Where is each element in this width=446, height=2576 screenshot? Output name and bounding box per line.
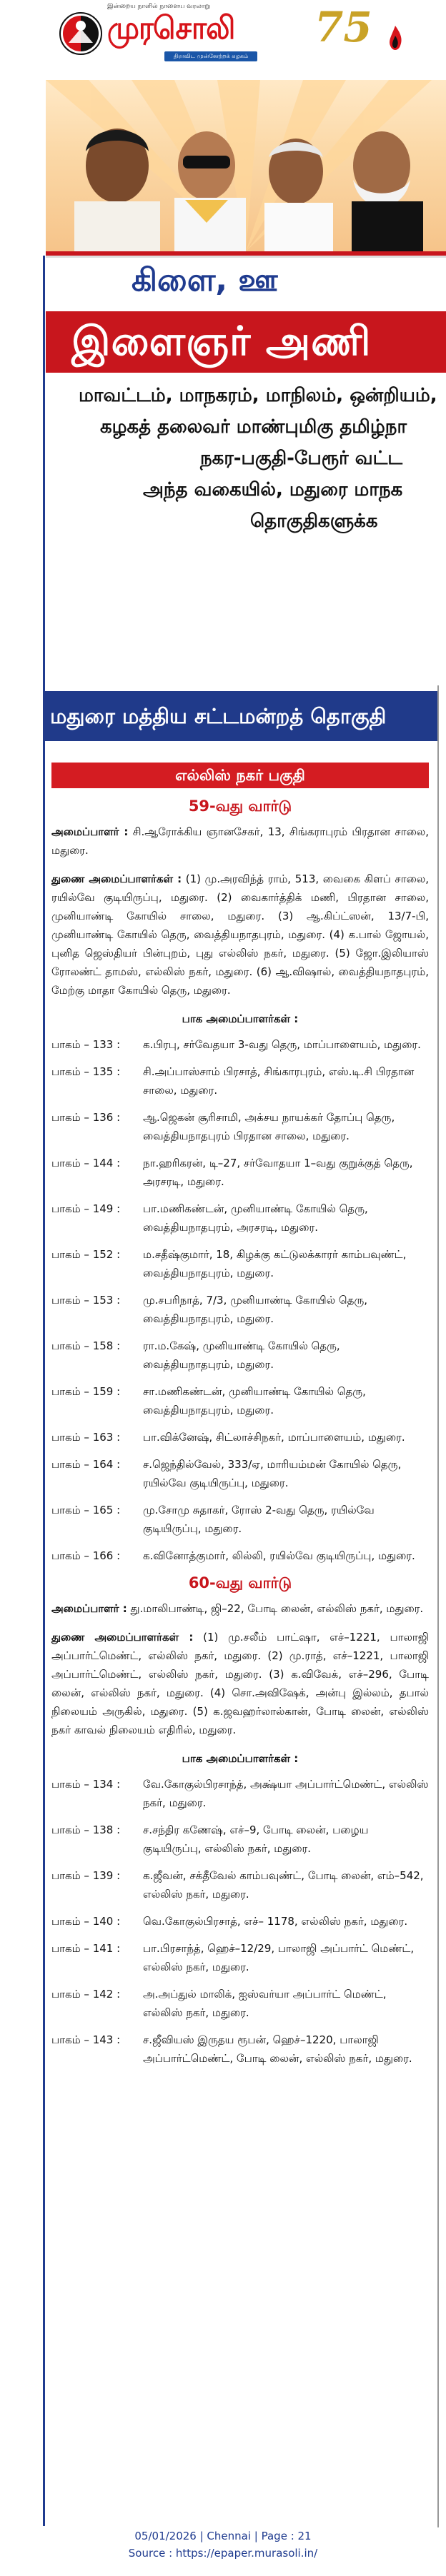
booth-row bbox=[51, 1428, 429, 1447]
ward-59-booth-list bbox=[51, 1035, 429, 1565]
ward-59-title: 59-வது வார்டு bbox=[188, 798, 292, 815]
booth-number: பாகம் – 165 : bbox=[51, 1504, 121, 1516]
booth-text: ஆ.ஜெகன் சூரிசாமி, அக்சய நாயக்கர் தோப்பு தெரு, வைத்தியநாதபுரம் பிரதான சாலை, மதுரை. bbox=[143, 1111, 395, 1142]
booth-row bbox=[51, 1337, 429, 1374]
constituency-header bbox=[43, 691, 437, 741]
booth-text: பா.மணிகண்டன், முனியாண்டி கோயில் தெரு, வைத்தியநாதபுரம், அரசரடி, மதுரை. bbox=[143, 1202, 368, 1234]
ward-59-organizer bbox=[51, 822, 429, 860]
headline-red-banner bbox=[46, 311, 446, 373]
leaders-hero-image bbox=[46, 80, 446, 251]
booth-row bbox=[51, 1154, 429, 1191]
booth-row bbox=[51, 1455, 429, 1492]
booth-text: ச.சந்திர கணேஷ், எச்–9, போடி லைன், பழைய குடியிருப்பு, எல்லிஸ் நகர், மதுரை. bbox=[143, 1823, 369, 1855]
booth-number: பாகம் – 153 : bbox=[51, 1294, 121, 1307]
organizer-label: அமைப்பாளர் : bbox=[51, 825, 129, 838]
masthead-logo: முரசொலி bbox=[107, 10, 235, 46]
booth-row bbox=[51, 2031, 429, 2068]
page-footer bbox=[0, 2527, 446, 2562]
booth-text: மு.சோமு சுதாகர், ரோஸ் 2-வது தெரு, ரயில்வே குடியிருப்பு, மதுரை. bbox=[143, 1504, 375, 1535]
booth-text: க.பிரபு, சர்வேதயா 3-வது தெரு, மாப்பாளையம், மதுரை. bbox=[143, 1038, 421, 1051]
footer-source-link[interactable]: Source : https://epaper.murasoli.in/ bbox=[128, 2547, 318, 2560]
booth-number: பாகம் – 138 : bbox=[51, 1823, 121, 1836]
footer-date-page: 05/01/2026 | Chennai | Page : 21 bbox=[134, 2530, 312, 2542]
lead-line: அந்த வகையில், மதுரை மாநக bbox=[143, 479, 403, 500]
booth-number: பாகம் – 136 : bbox=[51, 1111, 121, 1124]
booth-row bbox=[51, 1866, 429, 1903]
booth-text: க.ஜீவன், சக்தீவேல் காம்பவுண்ட், போடி லைன், எம்–542, எல்லிஸ் நகர், மதுரை. bbox=[143, 1869, 424, 1901]
masthead bbox=[0, 0, 446, 80]
booth-text: க.வினோத்குமார், லில்லி, ரயில்வே குடியிருப்பு, மதுரை. bbox=[143, 1549, 415, 1562]
ward-60-deputies bbox=[51, 1628, 429, 1739]
masthead-tagline: இன்றைய நாளில் நாளைய வரலாறு bbox=[107, 3, 211, 10]
booth-number: பாகம் – 152 : bbox=[51, 1248, 121, 1261]
deputy-label: துணை அமைப்பாளர்கள் : bbox=[51, 872, 182, 885]
booth-row bbox=[51, 1382, 429, 1419]
booth-number: பாகம் – 149 : bbox=[51, 1202, 121, 1215]
booth-number: பாகம் – 144 : bbox=[51, 1157, 121, 1169]
booth-number: பாகம் – 134 : bbox=[51, 1778, 121, 1791]
lead-paragraph bbox=[79, 380, 446, 537]
booth-text: ச.ஜெந்தில்வேல், 333/ஏ, மாரியம்மன் கோயில் தெரு, ரயில்வே குடியிருப்பு, மதுரை. bbox=[143, 1458, 402, 1489]
lead-line: மாவட்டம், மாநகரம், மாநிலம், ஒன்றியம், bbox=[79, 385, 437, 406]
booth-row bbox=[51, 1939, 429, 1976]
organizer-text: சி.ஆரோக்கிய ஞானசேகர், 13, சிங்கராபுரம் பிரதான சாலை, மதுரை. bbox=[51, 825, 429, 857]
area-header: எல்லிஸ் நகர் பகுதி bbox=[51, 763, 429, 788]
booth-row bbox=[51, 1821, 429, 1858]
ward-60-booth-list bbox=[51, 1775, 429, 2068]
organizer-text: து.மாலிபாண்டி, ஜி–22, போடி லைன், எல்லிஸ் நகர், மதுரை. bbox=[130, 1602, 424, 1615]
booth-row bbox=[51, 1775, 429, 1812]
booth-row bbox=[51, 1546, 429, 1565]
booth-number: பாகம் – 141 : bbox=[51, 1942, 121, 1955]
booth-number: பாகம் – 133 : bbox=[51, 1038, 121, 1051]
booth-text: பா.பிரசாந்த், ஹெச்–12/29, பாலாஜி அப்பார்ட் மெண்ட், எல்லிஸ் நகர், மதுரை. bbox=[143, 1942, 415, 1973]
booth-number: பாகம் – 159 : bbox=[51, 1385, 121, 1398]
ward-60-booth-heading: பாக அமைப்பாளர்கள் : bbox=[182, 1752, 299, 1765]
booth-text: ரா.ம.கேஷ், முனியாண்டி கோயில் தெரு, வைத்தியநாதபுரம், மதுரை. bbox=[143, 1339, 340, 1371]
booth-number: பாகம் – 139 : bbox=[51, 1869, 121, 1882]
booth-row bbox=[51, 1108, 429, 1145]
booth-row bbox=[51, 1245, 429, 1282]
masthead-logo-subtitle: திராவிட முன்னேற்றக் கழகம் bbox=[164, 51, 257, 61]
headline-kilai: கிளை, ஊ bbox=[132, 262, 278, 298]
booth-row bbox=[51, 1985, 429, 2022]
booth-number: பாகம் – 140 : bbox=[51, 1915, 121, 1928]
right-column-rule bbox=[437, 685, 439, 2527]
booth-row bbox=[51, 1291, 429, 1328]
booth-row bbox=[51, 1501, 429, 1538]
booth-number: பாகம் – 163 : bbox=[51, 1431, 121, 1444]
booth-row bbox=[51, 1062, 429, 1100]
booth-text: ம.சதீஷ்குமார், 18, கிழக்கு கட்டுலக்காரர் காம்பவுண்ட், வைத்தியநாதபுரம், மதுரை. bbox=[143, 1248, 407, 1279]
party-emblem-icon bbox=[59, 11, 103, 56]
booth-text: சா.மணிகண்டன், முனியாண்டி கோயில் தெரு, வைத்தியநாதபுரம், மதுரை. bbox=[143, 1385, 366, 1417]
anniversary-flame-icon bbox=[386, 24, 405, 53]
booth-text: சி.அப்பாஸ்சாம் பிரசாத், சிங்காரபுரம், எஸ்.டி.சி பிரதான சாலை, மதுரை. bbox=[143, 1065, 415, 1097]
lead-line: நகர-பகுதி-பேரூர் வட்ட bbox=[200, 448, 403, 469]
booth-number: பாகம் – 142 : bbox=[51, 1988, 121, 2001]
booth-text: அ.அப்துல் மாலிக், ஐஸ்வர்யா அப்பார்ட் மெண்ட், எல்லிஸ் நகர், மதுரை. bbox=[143, 1988, 387, 2019]
booth-text: வெ.கோகுல்பிரசாத், எச்– 1178, எல்லிஸ் நகர், மதுரை. bbox=[143, 1915, 408, 1928]
booth-number: பாகம் – 158 : bbox=[51, 1339, 121, 1352]
booth-text: மு.சபரிநாத், 7/3, முனியாண்டி கோயில் தெரு, வைத்தியநாதபுரம், மதுரை. bbox=[143, 1294, 368, 1325]
booth-text: வே.கோகுல்பிரசாந்த், அக்ஷ்யா அப்பார்ட்மெண்ட், எல்லிஸ் நகர், மதுரை. bbox=[143, 1778, 429, 1809]
ward-59-booth-heading: பாக அமைப்பாளர்கள் : bbox=[182, 1012, 299, 1025]
constituency-title: மதுரை மத்திய சட்டமன்றத் தொகுதி bbox=[50, 704, 387, 728]
booth-number: பாகம் – 166 : bbox=[51, 1549, 121, 1562]
lead-line: தொகுதிகளுக்க bbox=[250, 510, 378, 532]
booth-number: பாகம் – 164 : bbox=[51, 1458, 121, 1471]
ward-59-deputies bbox=[51, 870, 429, 1000]
booth-number: பாகம் – 143 : bbox=[51, 2033, 121, 2046]
booth-row bbox=[51, 1912, 429, 1931]
deputy-label: துணை அமைப்பாளர்கள் : bbox=[51, 1631, 194, 1644]
headline-banner-text: இளைஞர் அணி bbox=[71, 318, 372, 365]
ward-60-organizer bbox=[51, 1599, 429, 1618]
deputy-text: (1) மு.அரவிந்த் ராம், 513, வைகை கிளப் சாலை, ரயில்வே குடியிருப்பு, மதுரை. (2) வைகார்த்திக் மணி, பிரதான சாலை, முனியாண்டி கோயில் சாலை, மதுரை. (3) ஆ.கிப்ட்ஸன், 13/7-பி, முனியாண்டி கோயில் தெரு, வைத்தியநாதபுரம், மதுரை. (4) க.பால் ஜோயல், புனித ஜெஸ்தியர் பின்புறம், புது எல்லிஸ் நகர், மதுரை. (5) ஜோ.இலியாஸ் ரோலண்ட் தாமஸ், எல்லிஸ் நகர், மதுரை. (6) ஆ.விஷால், வைத்தியநாதபுரம், மேற்கு மாதா கோயில் தெரு, மதுரை. bbox=[51, 872, 429, 997]
booth-text: ச.ஜீவியஸ் இருதய ரூபன், ஹெச்–1220, பாலாஜி அப்பார்ட்மெண்ட், போடி லைன், எல்லிஸ் நகர், மதுரை. bbox=[143, 2033, 412, 2065]
headline-top-bar bbox=[46, 256, 446, 307]
booth-row bbox=[51, 1035, 429, 1054]
ward-60-title: 60-வது வார்டு bbox=[188, 1574, 292, 1591]
article-body bbox=[51, 794, 429, 2076]
booth-text: நா.ஹரிகரன், டி–27, சர்வோதயா 1–வது குறுக்குத் தெரு, அரசரடி, மதுரை. bbox=[143, 1157, 413, 1188]
booth-text: பா.விக்னேஷ், சிட்லாச்சிநகர், மாப்பாளையம், மதுரை. bbox=[143, 1431, 405, 1444]
left-column-rule bbox=[43, 256, 45, 2526]
booth-row bbox=[51, 1199, 429, 1237]
sunburst-background-icon bbox=[46, 80, 446, 251]
anniversary-number: 75 bbox=[314, 3, 372, 51]
deputy-text: (1) மு.சலீம் பாட்ஷா, எச்–1221, பாலாஜி அப்பார்ட்மெண்ட், எல்லிஸ் நகர், மதுரை. (2) மு.ராத், எச்–1221, பாலாஜி அப்பார்ட்மெண்ட், எல்லிஸ் நகர், மதுரை. (3) க.விவேக், எச்–296, போடி லைன், எல்லிஸ் நகர், மதுரை. (4) சொ.அவிஷேக், அன்பு இல்லம், தபால் நிலையம் அருகில், மதுரை. (5) க.ஜவஹர்லால்கான், போடி லைன், எல்லிஸ் நகர் காவல் நிலையம் எதிரில், மதுரை. bbox=[51, 1631, 429, 1736]
booth-number: பாகம் – 135 : bbox=[51, 1065, 121, 1078]
organizer-label: அமைப்பாளர் : bbox=[51, 1602, 127, 1615]
lead-line: கழகத் தலைவர் மாண்புமிகு தமிழ்நா bbox=[100, 416, 407, 438]
